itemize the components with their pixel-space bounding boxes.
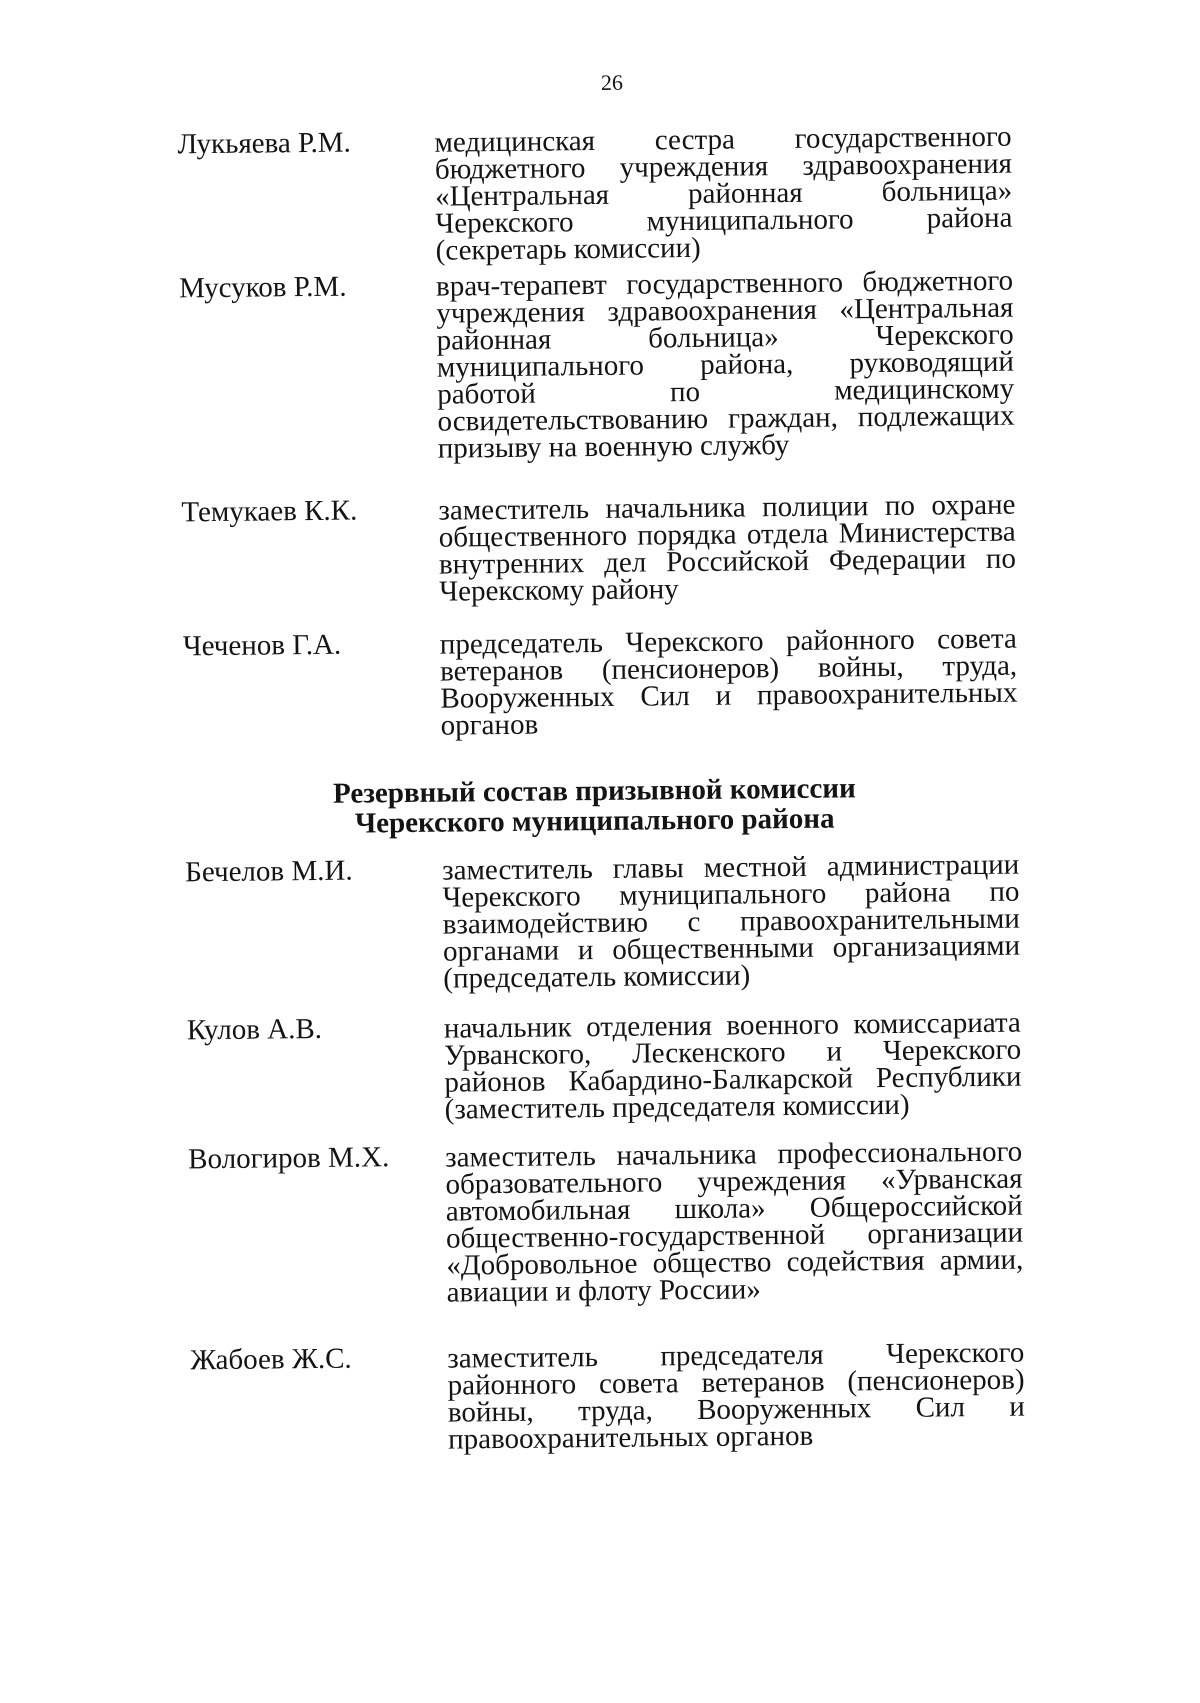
member-role: врач-терапевт государственного бюджетного учреждения здравоохранения «Центральная районная больница» Черекского муниципального района, руководящий работой по медицинскому освидетельствованию граждан, подлежащих призыву на военную службу xyxy=(435,264,1015,465)
member-name: Темукаев К.К. xyxy=(181,494,358,529)
member-entry xyxy=(177,118,1177,267)
reserve-member-entry xyxy=(188,1133,1188,1309)
member-entry xyxy=(182,620,1183,742)
member-name: Лукьяева Р.М. xyxy=(177,126,351,161)
member-name: Вологиров М.Х. xyxy=(188,1141,390,1176)
member-role: заместитель главы местной администрации Черекского муниципального района по взаимодействию с правоохранительными органами и общественными организациями (председатель комиссии) xyxy=(442,848,1021,995)
reserve-member-entry xyxy=(185,846,1185,995)
reserve-member-entry xyxy=(190,1334,1190,1456)
page-number: 26 xyxy=(600,69,624,95)
reserve-heading xyxy=(244,772,945,839)
reserve-member-entry xyxy=(186,1004,1187,1126)
member-name: Жабоев Ж.С. xyxy=(190,1342,352,1377)
member-name: Бечелов М.И. xyxy=(185,854,353,889)
member-role: заместитель председателя Черекского районного совета ветеранов (пенсионеров) войны, труда, Вооруженных Сил и правоохранительных органов xyxy=(447,1336,1026,1456)
reserve-heading-line1: Резервный состав призывной комиссии xyxy=(332,772,856,810)
member-role: заместитель начальника профессионального образовательного учреждения «Урванская автомобильная школа» Общероссийской общественно-государственной организации «Добровольное общество содействия армии, авиации и флоту России» xyxy=(445,1135,1024,1309)
reserve-heading-line2: Черекского муниципального района xyxy=(354,802,835,840)
member-name: Мусуков Р.М. xyxy=(178,270,347,305)
member-role: председатель Черекского районного совета ветеранов (пенсионеров) войны, труда, Вооруженных Сил и правоохранительных органов xyxy=(439,622,1018,742)
member-role: медицинская сестра государственного бюджетного учреждения здравоохранения «Центральная районная больница» Черекского муниципального района (секретарь комиссии) xyxy=(434,120,1013,267)
member-entry xyxy=(181,486,1181,608)
member-name: Кулов А.В. xyxy=(186,1012,323,1047)
member-role: заместитель начальника полиции по охране общественного порядка отдела Министерства внутренних дел Российской Федерации по Черекскому району xyxy=(438,488,1017,608)
member-role: начальник отделения военного комиссариата Урванского, Лескенского и Черекского районов Кабардино-Балкарской Республики (заместитель председателя комиссии) xyxy=(443,1006,1022,1126)
member-name: Чеченов Г.А. xyxy=(182,628,342,663)
